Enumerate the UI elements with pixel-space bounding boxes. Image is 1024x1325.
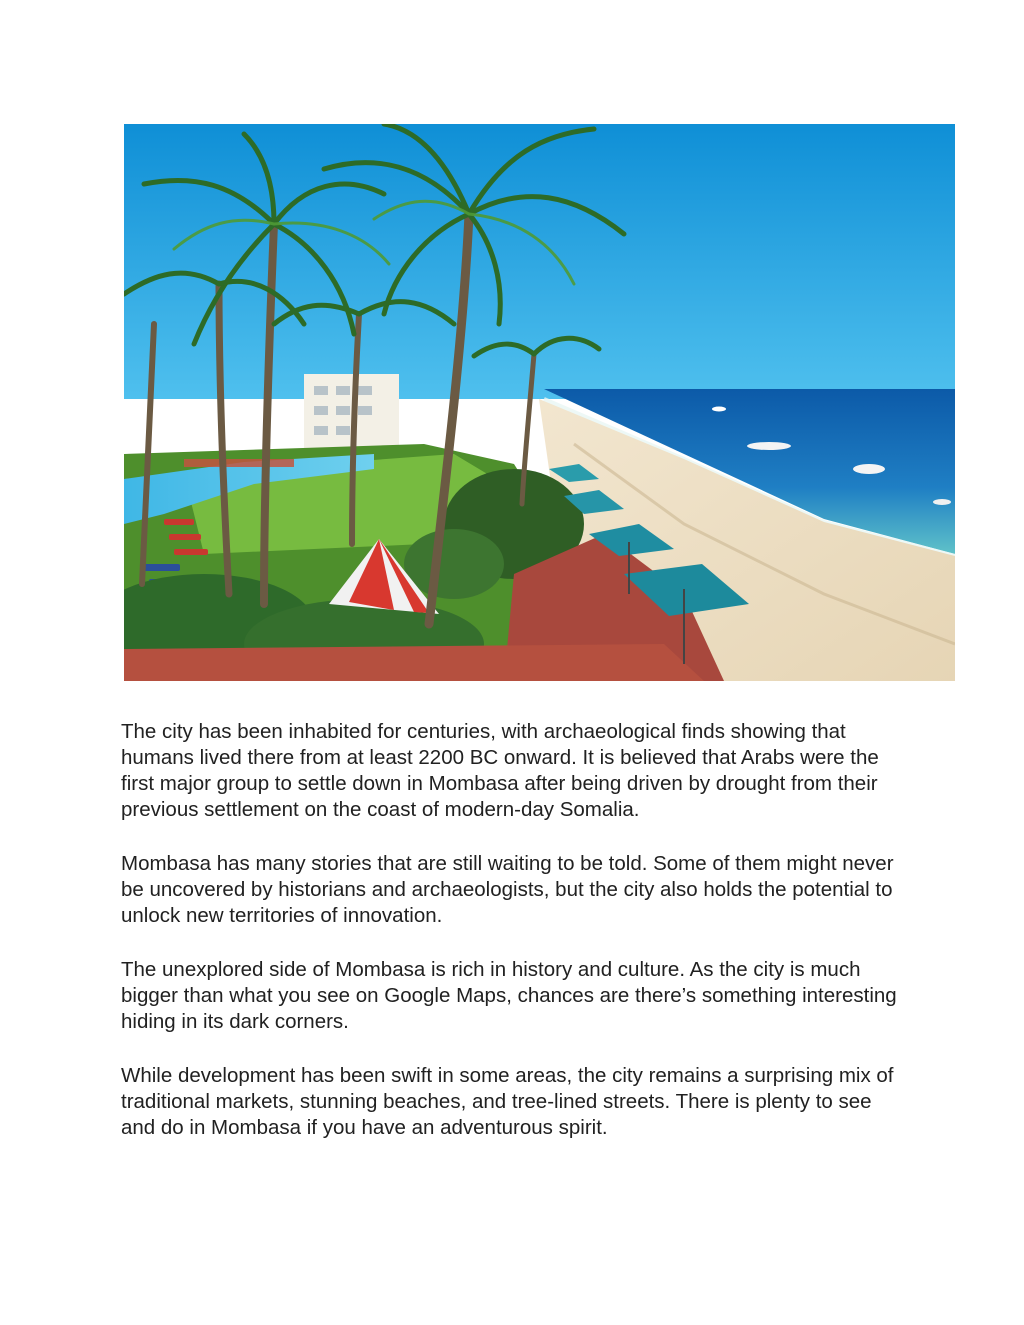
boat bbox=[747, 442, 791, 450]
beach-resort-illustration bbox=[124, 124, 955, 681]
boat bbox=[853, 464, 885, 474]
paragraph: Mombasa has many stories that are still waiting to be told. Some of them might never be uncovered by historians and archaeologists, but the city also holds the potential to unlock new territories of innovation. bbox=[121, 852, 894, 927]
paragraph: The city has been inhabited for centuries, with archaeological finds showing that humans lived there from at least 2200 BC onward. It is believed that Arabs were the first major group to settle down in Mombasa after being driven by drought from their previous settlement on the coast of modern-day Somalia. bbox=[121, 720, 879, 821]
paragraph: The unexplored side of Mombasa is rich in history and culture. As the city is much bigger than what you see on Google Maps, chances are there’s something interesting hiding in its dark corners. bbox=[121, 958, 897, 1033]
sky bbox=[124, 124, 955, 399]
roof-edge bbox=[124, 644, 704, 681]
beach-resort-photo bbox=[124, 124, 955, 681]
article-body bbox=[121, 719, 901, 1169]
paragraph: While development has been swift in some areas, the city remains a surprising mix of traditional markets, stunning beaches, and tree-lined streets. There is plenty to see and do in Mombasa if you have an adventurous spirit. bbox=[121, 1064, 894, 1139]
boat bbox=[933, 499, 951, 505]
boat bbox=[712, 407, 726, 412]
